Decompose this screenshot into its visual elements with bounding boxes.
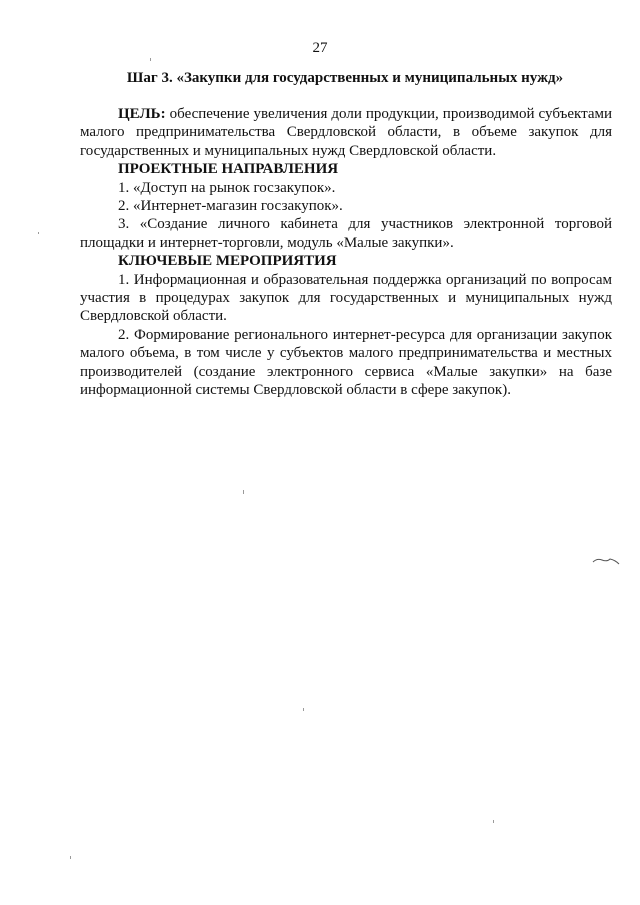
goal-label: ЦЕЛЬ: [118,106,166,122]
project-direction-item-3: 3. «Создание личного кабинета для участников электронной торговой площадки и интернет-торговли, модуль «Малые закупки». [80,216,612,251]
project-direction-item-1: 1. «Доступ на рынок госзакупок». [118,179,336,196]
page-number: 27 [312,40,328,56]
key-activity-item-1: 1. Информационная и образовательная поддержка организаций по вопросам участия в процедурах закупок для государственных и муниципальных нужд Свердловской области. [80,271,612,325]
project-direction-item-2: 2. «Интернет-магазин госзакупок». [118,198,343,215]
pen-mark-icon [592,555,620,565]
scan-speck [150,58,151,61]
key-activity-item-2: 2. Формирование регионального интернет-ресурса для организации закупок малого объема, в том числе у субъектов малого предпринимательства и местных производителей (создание электронного сервиса «Малые закупки» на базе информационной системы Свердловской области в сфере закупок). [80,326,612,399]
scan-speck [38,232,39,234]
goal-paragraph [80,105,612,160]
scan-speck [303,708,304,711]
scan-speck [493,820,494,823]
step-heading: Шаг 3. «Закупки для государственных и муниципальных нужд» [126,70,564,86]
project-directions-title: ПРОЕКТНЫЕ НАПРАВЛЕНИЯ [118,161,339,178]
document-body [80,105,612,400]
goal-text: обеспечение увеличения доли продукции, производимой субъектами малого предпринимательства Свердловской области, в объеме закупок для государственных и муниципальных нужд Свердловской области. [80,106,612,159]
scan-speck [243,490,244,494]
scan-speck [70,856,71,859]
key-activities-title: КЛЮЧЕВЫЕ МЕРОПРИЯТИЯ [118,253,337,270]
